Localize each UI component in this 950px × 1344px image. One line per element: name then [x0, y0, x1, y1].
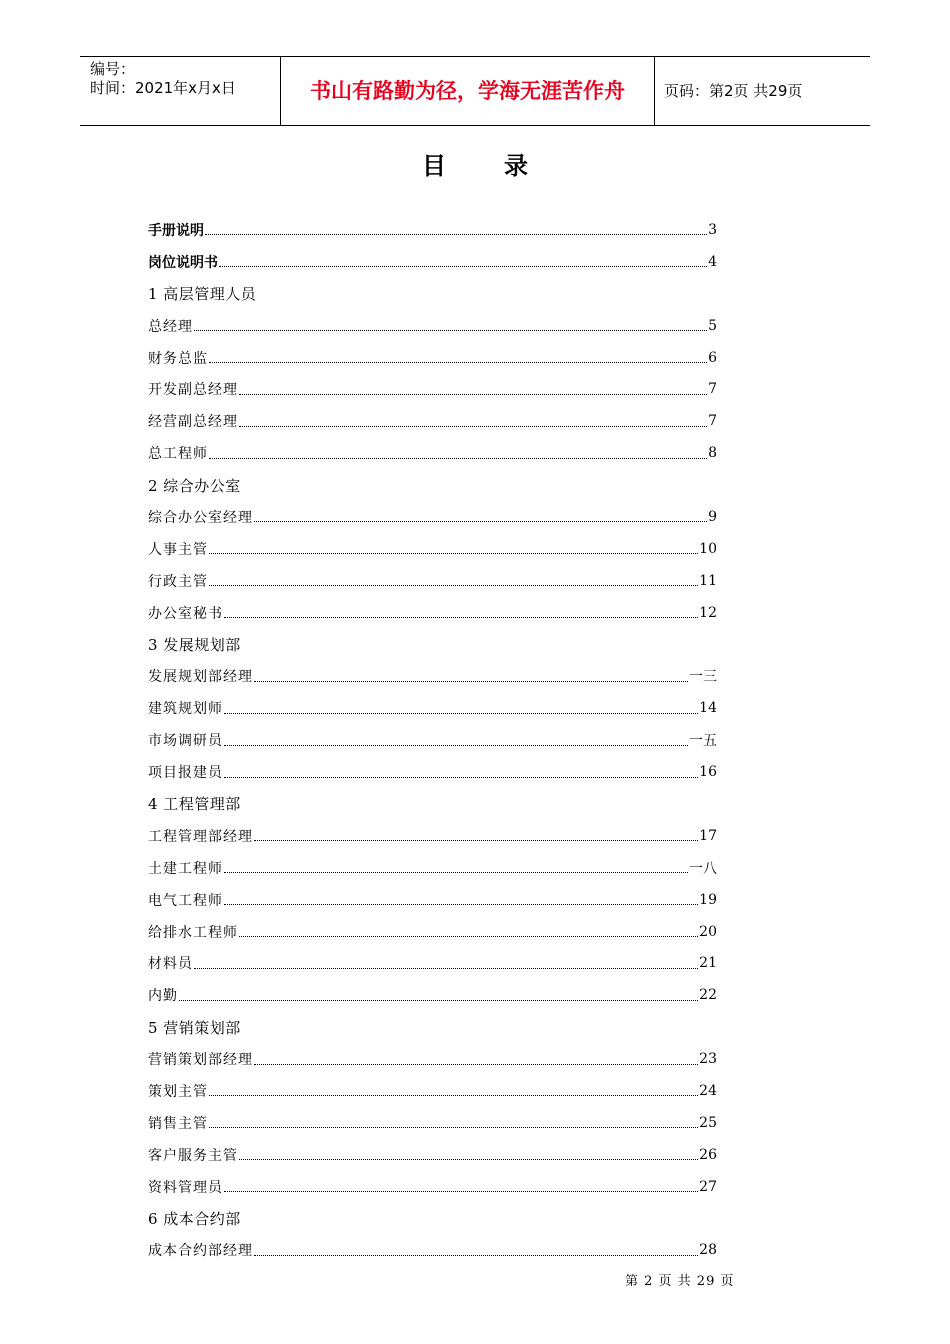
toc-entry[interactable]: [148, 214, 717, 246]
table-of-contents: [148, 214, 717, 1266]
toc-entry[interactable]: [148, 1043, 717, 1075]
toc-entry-page: 21: [699, 955, 717, 972]
page-footer: 第 2 页 共 29 页: [625, 1274, 735, 1289]
toc-section-label: 3 发展规划部: [148, 636, 241, 655]
toc-entry[interactable]: [148, 310, 717, 342]
toc-entry-page: 23: [699, 1051, 717, 1068]
toc-leader: [224, 617, 698, 618]
toc-leader: [254, 681, 688, 682]
toc-leader: [179, 1000, 698, 1001]
toc-section-heading: [148, 1011, 717, 1043]
toc-entry-page: 4: [708, 253, 717, 270]
toc-entry-page: 16: [699, 764, 717, 781]
title-char-1: 目: [422, 152, 446, 180]
toc-entry[interactable]: [148, 1171, 717, 1203]
header-meta: [80, 57, 281, 125]
toc-entry-page: 25: [699, 1114, 717, 1131]
toc-leader: [209, 553, 698, 554]
toc-entry-label: 综合办公室经理: [148, 509, 253, 526]
toc-entry[interactable]: [148, 533, 717, 565]
toc-entry[interactable]: [148, 342, 717, 374]
toc-entry[interactable]: [148, 852, 717, 884]
toc-entry-label: 项目报建员: [148, 765, 223, 782]
toc-entry-page: 24: [699, 1082, 717, 1099]
toc-leader: [224, 777, 698, 778]
toc-entry-label: 给排水工程师: [148, 924, 238, 941]
toc-entry[interactable]: [148, 756, 717, 788]
toc-leader: [194, 968, 698, 969]
toc-entry[interactable]: [148, 1139, 717, 1171]
toc-entry-page: 一三: [689, 669, 717, 686]
toc-entry-label: 市场调研员: [148, 733, 223, 750]
toc-entry-page: 7: [708, 381, 717, 398]
toc-entry-label: 手册说明: [148, 222, 204, 239]
toc-entry-page: 一五: [689, 733, 717, 750]
toc-leader: [254, 521, 707, 522]
toc-leader: [239, 936, 698, 937]
toc-entry-page: 9: [708, 508, 717, 525]
toc-entry-label: 成本合约部经理: [148, 1243, 253, 1260]
toc-leader: [224, 872, 688, 873]
toc-entry-label: 内勤: [148, 988, 178, 1005]
toc-section-heading: [148, 629, 717, 661]
toc-entry[interactable]: [148, 501, 717, 533]
toc-leader: [205, 234, 707, 235]
toc-leader: [239, 394, 707, 395]
toc-entry-label: 岗位说明书: [148, 254, 218, 271]
toc-entry[interactable]: [148, 565, 717, 597]
toc-section-heading: [148, 1203, 717, 1235]
toc-leader: [219, 266, 707, 267]
toc-entry-page: 3: [708, 221, 717, 238]
document-time-label: 时间：2021年x月x日: [90, 79, 236, 97]
toc-section-label: 1 高层管理人员: [148, 285, 257, 304]
toc-entry-label: 电气工程师: [148, 892, 223, 909]
toc-entry[interactable]: [148, 1235, 717, 1267]
toc-entry[interactable]: [148, 820, 717, 852]
toc-entry-page: 一八: [689, 860, 717, 877]
toc-entry-label: 营销策划部经理: [148, 1052, 253, 1069]
toc-entry-label: 发展规划部经理: [148, 669, 253, 686]
toc-entry-page: 27: [699, 1178, 717, 1195]
toc-entry-page: 28: [699, 1242, 717, 1259]
toc-section-label: 4 工程管理部: [148, 795, 241, 814]
toc-entry[interactable]: [148, 246, 717, 278]
toc-leader: [209, 1095, 698, 1096]
toc-entry-label: 资料管理员: [148, 1179, 223, 1196]
toc-entry-page: 7: [708, 413, 717, 430]
toc-entry-label: 土建工程师: [148, 860, 223, 877]
toc-leader: [254, 1064, 698, 1065]
toc-entry-label: 总工程师: [148, 446, 208, 463]
toc-entry-label: 开发副总经理: [148, 382, 238, 399]
toc-leader: [224, 904, 698, 905]
toc-leader: [239, 426, 707, 427]
toc-entry[interactable]: [148, 947, 717, 979]
toc-entry-page: 6: [708, 349, 717, 366]
toc-entry-label: 工程管理部经理: [148, 828, 253, 845]
title-char-2: 录: [504, 152, 528, 180]
toc-leader: [224, 1191, 698, 1192]
toc-entry[interactable]: [148, 597, 717, 629]
toc-entry-label: 经营副总经理: [148, 414, 238, 431]
toc-entry-label: 策划主管: [148, 1083, 208, 1100]
toc-leader: [224, 745, 688, 746]
toc-entry-label: 总经理: [148, 318, 193, 335]
toc-entry[interactable]: [148, 437, 717, 469]
toc-entry[interactable]: [148, 979, 717, 1011]
toc-section-heading: [148, 278, 717, 310]
toc-entry-label: 财务总监: [148, 350, 208, 367]
toc-leader: [254, 1255, 698, 1256]
toc-section-label: 6 成本合约部: [148, 1210, 241, 1229]
toc-entry-page: 22: [699, 987, 717, 1004]
header-motto: 书山有路勤为径，学海无涯苦作舟: [281, 57, 655, 125]
toc-entry-page: 11: [699, 572, 717, 589]
toc-entry-page: 19: [699, 891, 717, 908]
toc-entry[interactable]: [148, 660, 717, 692]
toc-entry-page: 5: [708, 317, 717, 334]
toc-entry-page: 12: [699, 604, 717, 621]
toc-section-heading: [148, 788, 717, 820]
toc-leader: [239, 1159, 698, 1160]
toc-leader: [209, 362, 707, 363]
header-page-info: 页码：第2页 共29页: [664, 82, 803, 100]
toc-entry[interactable]: [148, 405, 717, 437]
page-title: [0, 146, 950, 181]
toc-entry-page: 17: [699, 827, 717, 844]
toc-entry-label: 客户服务主管: [148, 1147, 238, 1164]
toc-section-label: 5 营销策划部: [148, 1018, 241, 1037]
toc-section-heading: [148, 469, 717, 501]
toc-entry-page: 14: [699, 700, 717, 717]
toc-section-label: 2 综合办公室: [148, 476, 241, 495]
toc-entry-label: 行政主管: [148, 573, 208, 590]
toc-entry-label: 销售主管: [148, 1115, 208, 1132]
toc-entry-label: 人事主管: [148, 541, 208, 558]
toc-entry-label: 材料员: [148, 956, 193, 973]
toc-leader: [209, 458, 707, 459]
toc-leader: [209, 1127, 698, 1128]
toc-leader: [224, 713, 698, 714]
toc-entry-page: 8: [708, 445, 717, 462]
toc-entry[interactable]: [148, 692, 717, 724]
toc-entry-label: 建筑规划师: [148, 701, 223, 718]
toc-entry[interactable]: [148, 1075, 717, 1107]
toc-leader: [209, 585, 698, 586]
toc-leader: [254, 840, 698, 841]
toc-entry-page: 20: [699, 923, 717, 940]
toc-entry[interactable]: [148, 373, 717, 405]
toc-entry[interactable]: [148, 1107, 717, 1139]
toc-entry-label: 办公室秘书: [148, 605, 223, 622]
document-number-label: 编号：: [90, 60, 136, 78]
toc-leader: [194, 330, 707, 331]
toc-entry-page: 10: [699, 540, 717, 557]
toc-entry-page: 26: [699, 1146, 717, 1163]
toc-entry[interactable]: [148, 724, 717, 756]
toc-entry[interactable]: [148, 916, 717, 948]
page-header: [80, 56, 870, 126]
toc-entry[interactable]: [148, 884, 717, 916]
